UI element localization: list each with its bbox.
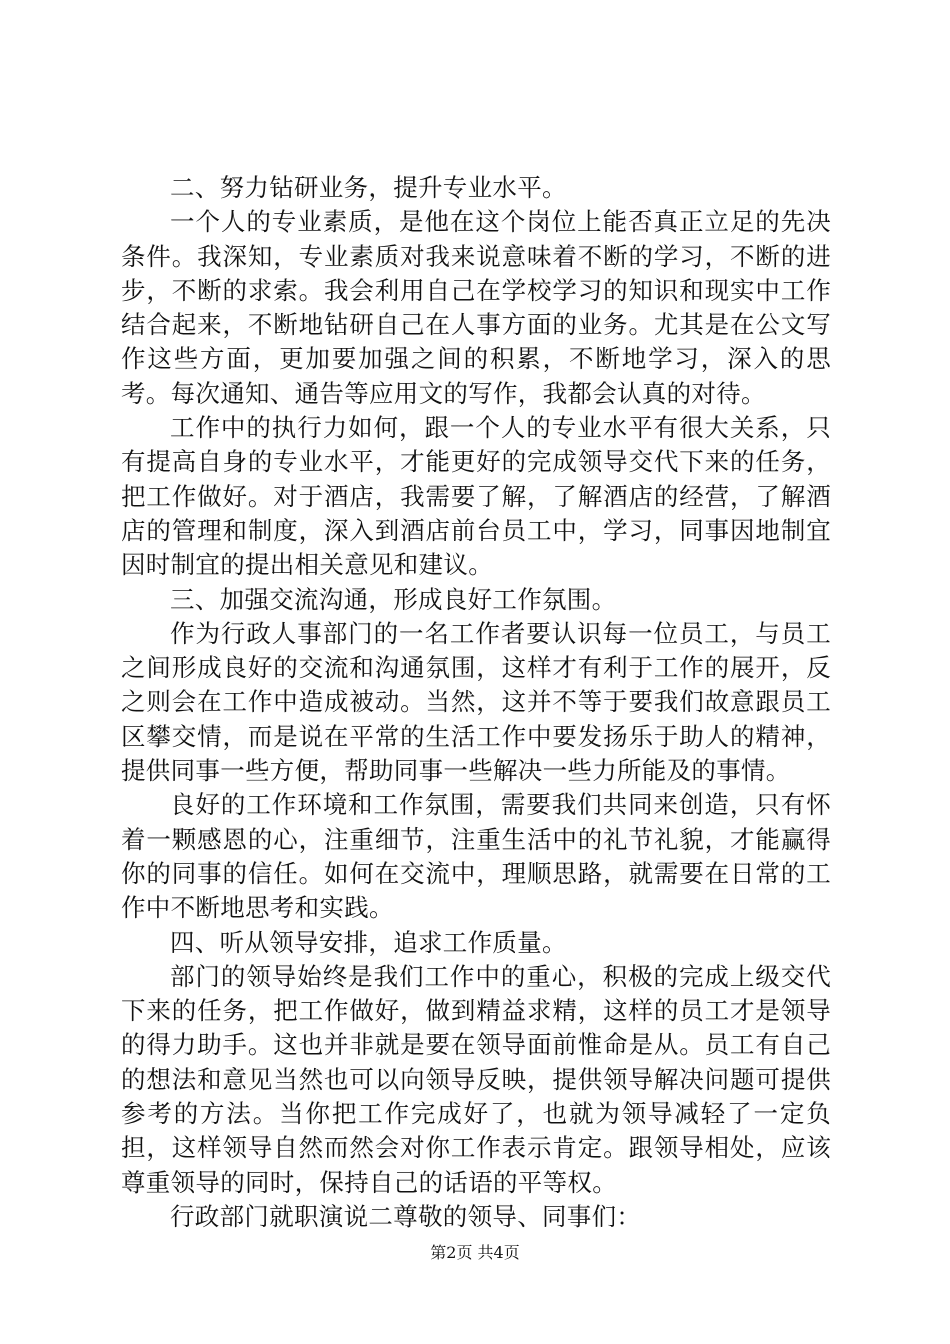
paragraph: 部门的领导始终是我们工作中的重心，积极的完成上级交代下来的任务，把工作做好，做到精益求精，这样的员工才是领导的得力助手。这也并非就是要在领导面前惟命是从。员工有自己的想法和意见当然也可以向领导反映，提供领导解决问题可提供参考的方法。当你把工作完成好了，也就为领导减轻了一定负担，这样领导自然而然会对你工作表示肯定。跟领导相处，应该尊重领导的同时，保持自己的话语的平等权。 <box>121 961 831 1197</box>
section-heading-2: 二、努力钻研业务，提升专业水平。 <box>170 173 567 202</box>
section-heading-4: 四、听从领导安排，追求工作质量。 <box>170 927 567 957</box>
document-body <box>121 171 831 1234</box>
paragraph: 作为行政人事部门的一名工作者要认识每一位员工，与员工之间形成良好的交流和沟通氛围，这样才有利于工作的展开，反之则会在工作中造成被动。当然，这并不等于要我们故意跟员工区攀交情，而是说在平常的生活工作中要发扬乐于助人的精神，提供同事一些方便，帮助同事一些解决一些力所能及的事情。 <box>121 618 831 786</box>
paragraph: 行政部门就职演说二尊敬的领导、同事们： <box>170 1201 642 1231</box>
paragraph: 一个人的专业素质，是他在这个岗位上能否真正立足的先决条件。我深知，专业素质对我来说意味着不断的学习，不断的进步，不断的求索。我会利用自己在学校学习的知识和现实中工作结合起来，不断地钻研自己在人事方面的业务。尤其是在公文写作这些方面，更加要加强之间的积累，不断地学习，深入的思考。每次通知、通告等应用文的写作，我都会认真的对待。 <box>121 207 831 408</box>
section-heading-3: 三、加强交流沟通，形成良好工作氛围。 <box>170 584 617 614</box>
paragraph: 良好的工作环境和工作氛围，需要我们共同来创造，只有怀着一颗感恩的心，注重细节，注重生活中的礼节礼貌，才能赢得你的同事的信任。如何在交流中，理顺思路，就需要在日常的工作中不断地思考和实践。 <box>121 790 831 923</box>
page-number-footer: 第2页 共4页 <box>430 1243 520 1262</box>
paragraph: 工作中的执行力如何，跟一个人的专业水平有很大关系，只有提高自身的专业水平，才能更好的完成领导交代下来的任务，把工作做好。对于酒店，我需要了解，了解酒店的经营，了解酒店的管理和制度，深入到酒店前台员工中，学习，同事因地制宜因时制宜的提出相关意见和建议。 <box>121 413 831 580</box>
